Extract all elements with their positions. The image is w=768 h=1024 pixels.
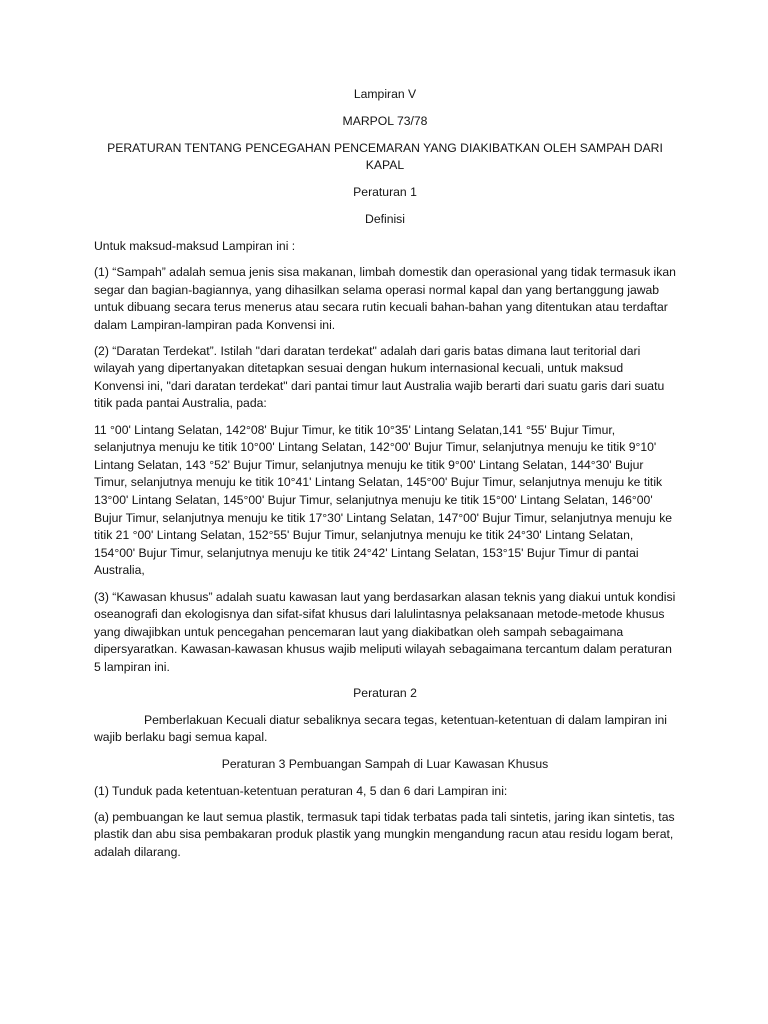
rule-2-paragraph: Pemberlakuan Kecuali diatur sebaliknya secara tegas, ketentuan-ketentuan di dalam lampiran ini wajib berlaku bagi semua kapal. xyxy=(94,712,668,745)
rule-3-heading: Peraturan 3 Pembuangan Sampah di Luar Kawasan Khusus xyxy=(221,756,549,771)
coordinates-paragraph: 11 °00' Lintang Selatan, 142°08' Bujur Timur, ke titik 10°35' Lintang Selatan,141 °55' Bujur Timur, selanjutnya menuju ke titik 10°00' Lintang Selatan, 142°00' Bujur Timur, selanjutnya menuju ke titik 9°10' Lintang Selatan, 143 °52' Bujur Timur, selanjutnya menuju ke titik 9°00' Lintang Selatan, 144°30' Bujur Timur, selanjutnya menuju ke titik 10°41' Lintang Selatan, 145°00' Bujur Timur, selanjutnya menuju ke titik 13°00' Lintang Selatan, 145°00' Bujur Timur, selanjutnya menuju ke titik 15°00' Lintang Selatan, 146°00' Bujur Timur, selanjutnya menuju ke titik 17°30' Lintang Selatan, 147°00' Bujur Timur, selanjutnya menuju ke titik 21 °00' Lintang Selatan, 152°55' Bujur Timur, selanjutnya menuju ke titik 24°30' Lintang Selatan, 154°00' Bujur Timur, selanjutnya menuju ke titik 24°42' Lintang Selatan, 153°15' Bujur Timur di pantai Australia, xyxy=(94,422,673,578)
rule-1-subheading: Definisi xyxy=(365,212,405,227)
rule-2-heading: Peraturan 2 xyxy=(353,685,417,700)
rule-3-paragraph-1: (1) Tunduk pada ketentuan-ketentuan peraturan 4, 5 dan 6 dari Lampiran ini: xyxy=(94,783,508,798)
rule-1-heading: Peraturan 1 xyxy=(353,185,417,200)
definition-2-paragraph: (2) “Daratan Terdekat”. Istilah "dari daratan terdekat" adalah dari garis batas dimana laut teritorial dari wilayah yang dipertanyakan ditetapkan sesuai dengan hukum internasional kecuali, untuk maksud Konvensi ini, "dari daratan terdekat" dari pantai timur laut Australia wajib berarti dari suatu garis dari suatu titik pada pantai Australia, pada: xyxy=(94,343,665,411)
definition-1-paragraph: (1) “Sampah” adalah semua jenis sisa makanan, limbah domestik dan operasional yang tidak termasuk ikan segar dan bagian-bagiannya, yang dihasilkan selama operasi normal kapal dan yang bertanggung jawab untuk dibuang secara terus menerus atau secara rutin kecuali bahan-bahan yang ditentukan atau terdaftar dalam Lampiran-lampiran pada Konvensi ini. xyxy=(94,265,676,332)
intro-paragraph: Untuk maksud-maksud Lampiran ini : xyxy=(94,238,296,253)
definition-3-paragraph: (3) “Kawasan khusus” adalah suatu kawasan laut yang berdasarkan alasan teknis yang diakui untuk kondisi oseanografi dan ekologisnya dan sifat-sifat khusus dari lalulintasnya pelaksanaan metode-metode khusus yang diwajibkan untuk pencegahan pencemaran laut yang diakibatkan oleh sampah sebagaimana dipersyaratkan. Kawasan-kawasan khusus wajib meliputi wilayah sebagaimana tercantum dalam peraturan 5 lampiran ini. xyxy=(94,589,676,674)
annex-title: Lampiran V xyxy=(353,87,417,101)
convention-title: MARPOL 73/78 xyxy=(342,113,428,128)
document-page xyxy=(94,86,676,870)
regulation-title: PERATURAN TENTANG PENCEGAHAN PENCEMARAN YANG DIAKIBATKAN OLEH SAMPAH DARI KAPAL xyxy=(107,140,663,173)
rule-3-paragraph-a: (a) pembuangan ke laut semua plastik, termasuk tapi tidak terbatas pada tali sintetis, jaring ikan sintetis, tas plastik dan abu sisa pembakaran produk plastik yang mungkin mengandung racun atau residu logam berat, adalah dilarang. xyxy=(94,810,675,859)
